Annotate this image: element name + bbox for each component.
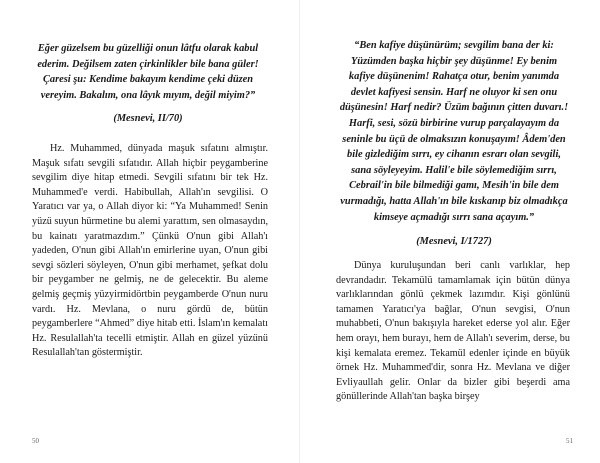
book-gutter [299, 0, 300, 463]
left-page-citation: (Mesnevi, II/70) [113, 113, 183, 124]
right-page-number: 51 [566, 437, 573, 445]
left-page-quote: Eğer güzelsem bu güzelliği onun lâtfu olarak kabul ederim. Değilsem zaten çirkinlikler bile bana güler! Çaresi şu: Kendime bakayım kendime çeki düzen vereyim. Bakalım, ona lâyık mıyım, değil miyim?” [37, 43, 259, 101]
right-page-body: Dünya kuruluşundan beri canlı varlıklar, hep devrandadır. Tekamülü tamamlamak için bütün dünya varlıklarından gönlü çekmek lazımdır. Kişi gönlünü tamamen Yaratıcı'ya bağlar, O'nun sevgisi, O'nun muhabbeti, O'nun bakışıyla hareket ederse yol alır. Eğer hem orayı, hem burayı, hem de Allah'ı severim, derse, bu kişi kemalata eremez. Tekamül edenler içinde en büyük örnek Hz. Muhammed'dir, sonra Hz. Mevlana ve diğer Evliyaullah gelir. Onlar da bizler gibi beşerdi ama gönüllerinde Allah'tan başka birşey [336, 260, 570, 403]
left-page-body: Hz. Muhammed, dünyada maşuk sıfatını almıştır. Maşuk sıfatı sevgili sıfatıdır. Allah hiçbir peygamberine sevgilim diye hitap etmedi. Sevgili sıfatını bir tek Hz. Muhammed'e verdi. Habibullah, Allah'ın sevgilisi. O Yaratıcı var ya, o Allah diyor ki: “Ya Muhammed! Senin yüzü suyun hürmetine bu alemi yarattım, sen olmasaydın, bu kainatı yaratmazdım.” Çünkü O'nun gibi Allah'ı yadeden, O'nun gibi Allah'ın emirlerine uyan, O'nun gibi sevgi sözleri söyleyen, O'nun gibi merhamet, şefkat dolu bir peygamber ne gelmiş, ne de gelecektir. Bu aleme gelmiş geçmiş yüzyirmidörtbin peygamberde O'nun nuru vardı. Hz. Mevlana, o nuru gördü de, bütün peygamberlere “Ahmed” diye hitab etti. İslam'ın kemalatı Hz. Resulallah'ta tecelli etmiştir. Allah en güzel yüzünü Resulallah'tan göstermiştir. [32, 143, 268, 359]
right-page-quote: “Ben kafiye düşünürüm; sevgilim bana der ki: Yüzümden başka hiçbir şey düşünme! Ey benim kafiye düşünenim! Rahatça otur, benim yanımda devlet kafiyesi sensin. Harf ne oluyor ki sen onu düşünesin! Harf nedir? Üzüm bağının çitten duvarı.! Harfi, sesi, sözü birbirine vurup parçalayayım da seninle bu üçü de olmaksızın konuşayım! Âdem'den bile gizlediğim sırrı, ey cihanın esrarı olan sevgili, sana söyleyeyim. Halil'e bile söylemediğim sırrı, Cebrail'in bile bilmediği gamı, Mesih'in bile dem vurmadığı, hatta Allah'ın bile kıskanıp biz olmadıkça kimseye açmadığı sırrı sana açayım.” [339, 40, 569, 223]
left-page-number: 50 [32, 437, 39, 445]
right-page-citation: (Mesnevi, I/1727) [416, 236, 492, 247]
